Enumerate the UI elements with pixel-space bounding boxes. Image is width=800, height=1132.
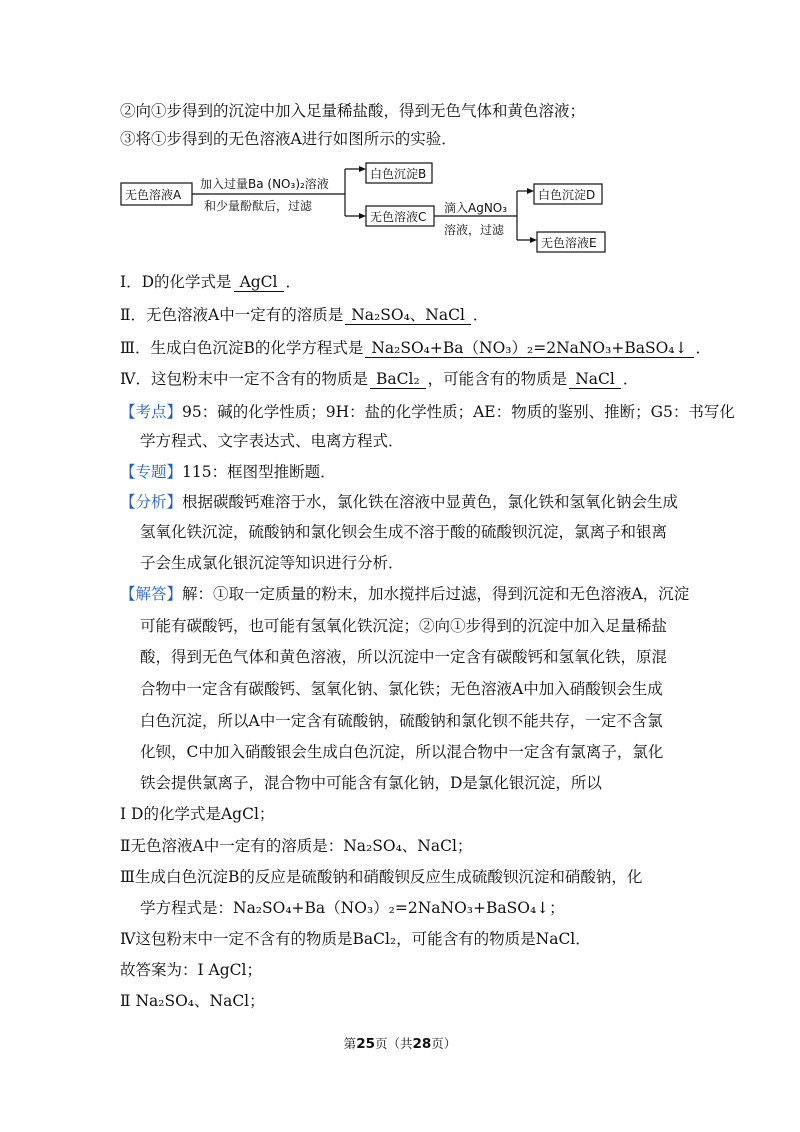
kaodian-tag: 【考点】 — [120, 403, 183, 421]
flow-diagram — [0, 158, 800, 268]
question-1: Ⅰ．D的化学式是 AgCl ． — [120, 273, 302, 291]
page-total: 28 — [412, 1036, 432, 1052]
jieda-line-8: Ⅰ D的化学式是AgCl； — [120, 805, 275, 823]
question-4: Ⅳ．这包粉末中一定不含有的物质是 BaCl₂ ，可能含有的物质是 NaCl ． — [120, 370, 639, 388]
jieda-line-11: 学方程式是：Na₂SO₄+Ba（NO₃）₂=2NaNO₃+BaSO₄↓； — [140, 899, 565, 917]
jieda-line-12: Ⅳ这包粉末中一定不含有的物质是BaCl₂，可能含有的物质是NaCl． — [120, 930, 591, 948]
box-d-label: 白色沉淀D — [538, 188, 596, 202]
box-a-label: 无色溶液A — [125, 188, 182, 202]
box-e-label: 无色溶液E — [541, 236, 597, 250]
page-footer: 第25页（共28页） — [343, 1036, 457, 1052]
fenxi-line-3: 子会生成氯化银沉淀等知识进行分析． — [140, 554, 404, 572]
jieda-line-10: Ⅲ生成白色沉淀B的反应是硫酸钠和硝酸钡反应生成硫酸钡沉淀和硝酸钠，化 — [120, 868, 643, 886]
kaodian-line-1: 【考点】95：碱的化学性质；9H：盐的化学性质；AE：物质的鉴别、推断；G5：书写化 — [120, 403, 735, 421]
step1-top-label: 加入过量Ba (NO₃)₂溶液 — [200, 177, 329, 191]
step1-bottom-label: 和少量酚酞后，过滤 — [204, 199, 313, 213]
fenxi-line-1: 【分析】根据碳酸钙难溶于水，氯化铁在溶液中显黄色，氯化铁和氢氧化钠会生成 — [120, 493, 679, 511]
page-number: 25 — [356, 1036, 375, 1052]
answer-3: Na₂SO₄+Ba（NO₃）₂=2NaNO₃+BaSO₄↓ — [365, 339, 693, 358]
jieda-line-13: 故答案为：Ⅰ AgCl； — [120, 961, 262, 979]
answer-1: AgCl — [234, 273, 284, 292]
jieda-line-3: 酸，得到无色气体和黄色溶液，所以沉淀中一定含有碳酸钙和氢氧化铁，原混 — [140, 648, 668, 666]
answer-4a: BaCl₂ — [370, 370, 426, 389]
jieda-line-2: 可能有碳酸钙，也可能有氢氧化铁沉淀；②向①步得到的沉淀中加入足量稀盐 — [140, 617, 668, 635]
fenxi-line-2: 氢氧化铁沉淀，硫酸钠和氯化钡会生成不溶于酸的硫酸钡沉淀，氯离子和银离 — [140, 523, 668, 541]
answer-4b: NaCl — [569, 370, 621, 389]
jieda-line-14: Ⅱ Na₂SO₄、NaCl； — [120, 992, 265, 1010]
fenxi-tag: 【分析】 — [120, 493, 183, 511]
intro-line-2: ②向①步得到的沉淀中加入足量稀盐酸，得到无色气体和黄色溶液； — [120, 102, 586, 120]
zhuanti-line: 【专题】115：框图型推断题． — [120, 463, 336, 481]
question-2: Ⅱ．无色溶液A中一定有的溶质是 Na₂SO₄、NaCl ． — [120, 306, 489, 324]
zhuanti-tag: 【专题】 — [120, 463, 183, 481]
jieda-line-4: 合物中一定含有碳酸钙、氢氧化钠、氯化铁；无色溶液A中加入硝酸钡会生成 — [140, 680, 663, 698]
step2-bottom-label: 溶液，过滤 — [444, 223, 505, 237]
jieda-tag: 【解答】 — [120, 585, 183, 603]
jieda-line-6: 化钡，C中加入硝酸银会生成白色沉淀，所以混合物中一定含有氯离子，氯化 — [140, 743, 664, 761]
box-c-label: 无色溶液C — [370, 210, 427, 224]
box-b-label: 白色沉淀B — [370, 167, 427, 181]
question-3: Ⅲ．生成白色沉淀B的化学方程式是 Na₂SO₄+Ba（NO₃）₂=2NaNO₃+BaSO₄↓ ． — [120, 339, 712, 357]
jieda-line-9: Ⅱ无色溶液A中一定有的溶质是：Na₂SO₄、NaCl； — [120, 837, 473, 855]
kaodian-line-2: 学方程式、文字表达式、电离方程式． — [140, 432, 404, 450]
step2-top-label: 滴入AgNO₃ — [444, 201, 508, 215]
jieda-line-5: 白色沉淀，所以A中一定含有硫酸钠，硫酸钠和氯化钡不能共存，一定不含氯 — [140, 712, 663, 730]
answer-2: Na₂SO₄、NaCl — [345, 306, 471, 325]
jieda-line-1: 【解答】解：①取一定质量的粉末，加水搅拌后过滤，得到沉淀和无色溶液A，沉淀 — [120, 585, 690, 603]
jieda-line-7: 铁会提供氯离子，混合物中可能含有氯化钠，D是氯化银沉淀，所以 — [140, 774, 602, 792]
intro-line-3: ③将①步得到的无色溶液A进行如图所示的实验． — [120, 130, 457, 148]
